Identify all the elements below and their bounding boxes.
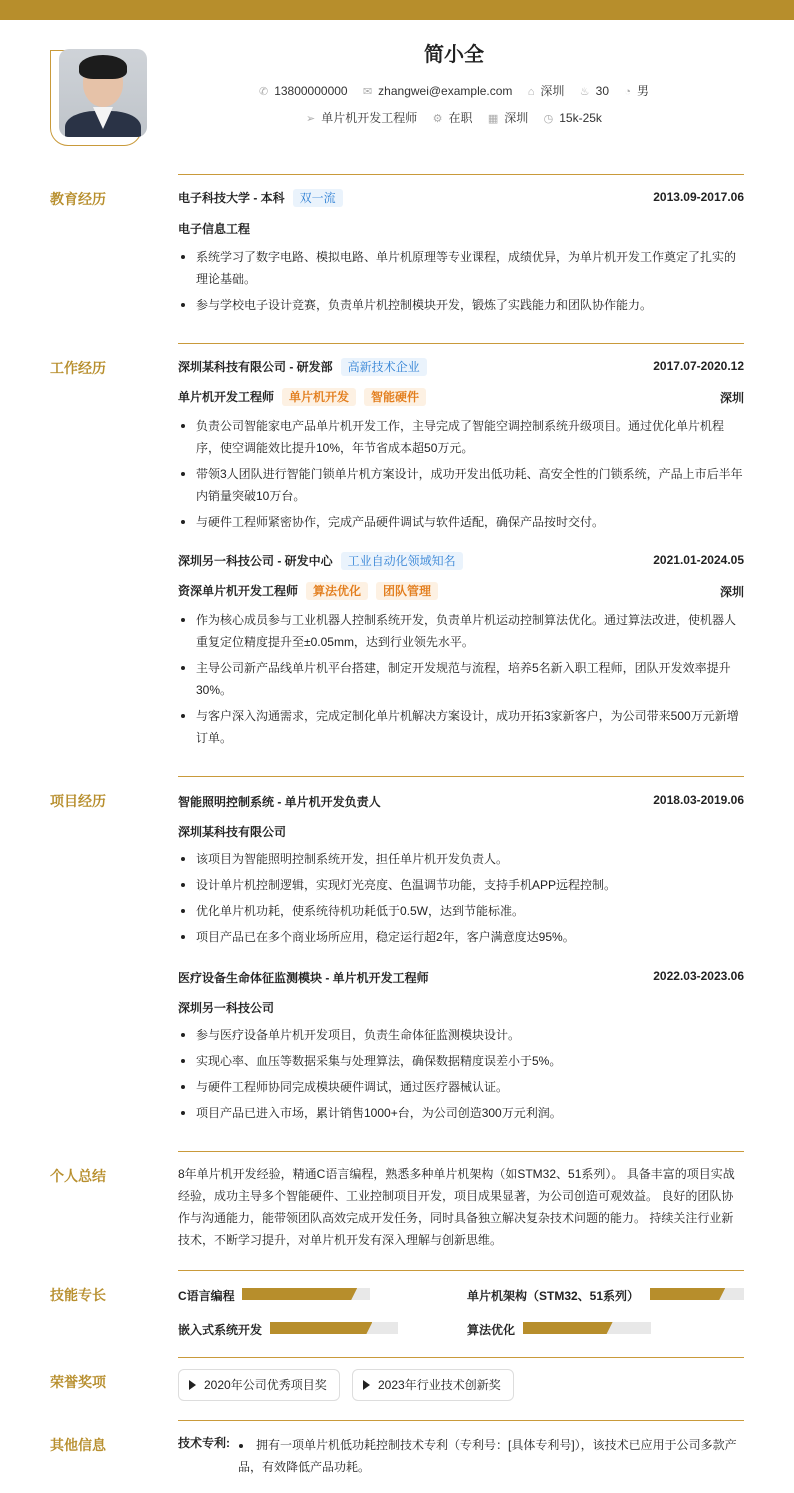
award-label: 2023年行业技术创新奖 <box>378 1378 501 1392</box>
other-label: 技术专利: <box>178 1436 230 1450</box>
list-item: 与硬件工程师协同完成模块硬件调试，通过医疗器械认证。 <box>178 1076 744 1098</box>
phone-text: 13800000000 <box>274 84 348 98</box>
summary-text: 8年单片机开发经验，精通C语言编程，熟悉多种单片机架构（如STM32、51系列）。 具备丰富的项目实战经验，成功主导多个智能硬件、工业控制项目开发，项目成果显著，为公司创造可观效益。 良好的团队协作与沟通能力，能带领团队高效完成开发任务，同时具备独立解决复杂技术问题的能力。 持续关注行业新技术，不断学习提升，对单片机开发有深入理解与创新思维。 <box>178 1167 735 1247</box>
education-major: 电子信息工程 <box>178 222 251 236</box>
list-item: 优化单片机功耗，使系统待机功耗低于0.5W，达到节能标准。 <box>178 900 744 922</box>
job-position-row <box>178 582 744 600</box>
skill-bar <box>270 1322 398 1334</box>
list-item: 主导公司新产品线单片机平台搭建，制定开发规范与流程，培养5名新入职工程师，团队开发效率提升30%。 <box>178 657 744 701</box>
awards-title: 荣誉奖项 <box>50 1374 106 1390</box>
list-item: 参与学校电子设计竞赛，负责单片机控制模块开发，锻炼了实践能力和团队协作能力。 <box>178 294 744 316</box>
company-tag: 工业自动化领域知名 <box>341 552 463 570</box>
project-period: 2018.03-2019.06 <box>653 793 744 807</box>
contact-row <box>0 82 794 99</box>
phone-item <box>259 84 348 98</box>
skills-title: 技能专长 <box>50 1287 106 1303</box>
project-company: 深圳某科技有限公司 <box>178 825 287 839</box>
company-tag: 高新技术企业 <box>341 358 427 376</box>
status-item <box>433 109 473 126</box>
skill-tag: 智能硬件 <box>364 388 426 406</box>
gender-icon: ◔ <box>624 86 632 98</box>
position-title: 单片机开发工程师 <box>178 390 275 404</box>
skill-bar-fill <box>270 1322 372 1334</box>
list-item: 与硬件工程师紧密协作，完成产品硬件调试与软件适配，确保产品按时交付。 <box>178 511 744 533</box>
project-bullets <box>178 1024 744 1128</box>
job-target-text: 单片机开发工程师 <box>321 111 418 125</box>
skill-bar-fill <box>523 1322 613 1334</box>
company-name: 深圳某科技有限公司 - 研发部 <box>178 360 333 374</box>
project-name: 智能照明控制系统 - 单片机开发负责人 <box>178 795 381 809</box>
skill-name: C语言编程 <box>178 1289 235 1303</box>
job-position-row <box>178 388 744 406</box>
play-icon <box>189 1380 196 1390</box>
city-item <box>528 82 565 99</box>
list-item: 作为核心成员参与工业机器人控制系统开发，负责单片机运动控制算法优化。通过算法改进，使机器人重复定位精度提升至±0.05mm，达到行业领先水平。 <box>178 609 744 653</box>
salary-icon: ◷ <box>543 113 554 125</box>
job-period: 2021.01-2024.05 <box>653 553 744 567</box>
projects-title: 项目经历 <box>50 793 106 809</box>
play-icon <box>363 1380 370 1390</box>
other-text <box>238 1434 744 1478</box>
project-period: 2022.03-2023.06 <box>653 969 744 983</box>
work-title: 工作经历 <box>50 360 106 376</box>
email-text: zhangwei@example.com <box>378 84 513 98</box>
job-bullets <box>178 415 744 537</box>
job-period: 2017.07-2020.12 <box>653 359 744 373</box>
top-accent-bar <box>0 0 794 20</box>
candidate-name: 简小全 <box>424 44 484 66</box>
send-icon: ➢ <box>306 113 316 125</box>
salary-text: 15k-25k <box>559 111 602 125</box>
phone-icon: ✆ <box>258 86 269 98</box>
list-item: 带领3人团队进行智能门锁单片机方案设计，成功开发出低功耗、高安全性的门锁系统，产品上市后半年内销量突破10万台。 <box>178 463 744 507</box>
status-icon: ⚙ <box>432 113 443 125</box>
skill-bar-fill <box>242 1288 357 1300</box>
email-item <box>363 84 512 98</box>
education-period: 2013.09-2017.06 <box>653 190 744 204</box>
target-city-item <box>488 109 528 126</box>
list-item: 该项目为智能照明控制系统开发，担任单片机开发负责人。 <box>178 848 744 870</box>
section-divider <box>178 776 744 777</box>
skill-tag: 算法优化 <box>306 582 368 600</box>
age-item <box>580 84 609 98</box>
job-city: 深圳 <box>719 391 744 405</box>
list-item: 项目产品已进入市场，累计销售1000+台，为公司创造300万元利润。 <box>178 1102 744 1124</box>
skill-bar <box>242 1288 370 1300</box>
list-item: 与客户深入沟通需求，完成定制化单片机解决方案设计，成功开拓3家新客户，为公司带来500万元新增订单。 <box>178 705 744 749</box>
skill-bar-fill <box>650 1288 725 1300</box>
job-bullets <box>178 609 744 753</box>
city-text: 深圳 <box>540 84 565 98</box>
skill-bar <box>523 1322 651 1334</box>
target-city-text: 深圳 <box>504 111 529 125</box>
list-item: 项目产品已在多个商业场所应用，稳定运行超2年，客户满意度达95%。 <box>178 926 744 948</box>
skill-bar <box>650 1288 744 1300</box>
list-item: 负责公司智能家电产品单片机开发工作，主导完成了智能空调控制系统升级项目。通过优化单片机程序，使空调能效比提升10%，年节省成本超50万元。 <box>178 415 744 459</box>
list-item: 系统学习了数字电路、模拟电路、单片机原理等专业课程，成绩优异，为单片机开发工作奠定了扎实的理论基础。 <box>178 246 744 290</box>
school-tag: 双一流 <box>293 189 343 207</box>
list-item: 实现心率、血压等数据采集与处理算法，确保数据精度误差小于5%。 <box>178 1050 744 1072</box>
skill-name: 单片机架构（STM32、51系列） <box>467 1289 640 1303</box>
section-divider <box>178 343 744 344</box>
list-item: 参与医疗设备单片机开发项目，负责生命体征监测模块设计。 <box>178 1024 744 1046</box>
status-text: 在职 <box>448 111 473 125</box>
mail-icon: ✉ <box>362 86 373 98</box>
project-bullets <box>178 848 744 952</box>
cake-icon: ♨ <box>579 86 590 98</box>
company-name: 深圳另一科技公司 - 研发中心 <box>178 554 333 568</box>
award-chip <box>178 1369 340 1401</box>
education-bullets <box>178 246 744 320</box>
project-company: 深圳另一科技公司 <box>178 1001 275 1015</box>
position-title: 资深单片机开发工程师 <box>178 584 299 598</box>
section-divider <box>178 1420 744 1421</box>
salary-item <box>544 111 602 125</box>
section-divider <box>178 1151 744 1152</box>
section-divider <box>178 174 744 175</box>
skill-tag: 团队管理 <box>376 582 438 600</box>
other-text-content: 拥有一项单片机低功耗控制技术专利（专利号：[具体专利号]），该技术已应用于公司多款产品，有效降低产品功耗。 <box>238 1438 737 1474</box>
job-city: 深圳 <box>719 585 744 599</box>
gender-text: 男 <box>637 84 650 98</box>
award-chip <box>352 1369 514 1401</box>
job-target-item <box>306 109 417 126</box>
building-icon: ▦ <box>487 113 499 125</box>
intent-row <box>0 109 794 126</box>
home-icon: ⌂ <box>527 86 535 98</box>
list-item: 设计单片机控制逻辑，实现灯光亮度、色温调节功能，支持手机APP远程控制。 <box>178 874 744 896</box>
skill-name: 算法优化 <box>467 1323 516 1337</box>
education-title: 教育经历 <box>50 191 106 207</box>
project-name: 医疗设备生命体征监测模块 - 单片机开发工程师 <box>178 971 429 985</box>
section-divider <box>178 1357 744 1358</box>
skill-tag: 单片机开发 <box>282 388 356 406</box>
school-name: 电子科技大学 - 本科 <box>178 191 285 205</box>
award-label: 2020年公司优秀项目奖 <box>204 1378 327 1392</box>
section-divider <box>178 1270 744 1271</box>
gender-item <box>624 82 649 99</box>
age-text: 30 <box>595 84 610 98</box>
skill-name: 嵌入式系统开发 <box>178 1323 263 1337</box>
summary-title: 个人总结 <box>50 1168 106 1184</box>
other-title: 其他信息 <box>50 1437 106 1453</box>
